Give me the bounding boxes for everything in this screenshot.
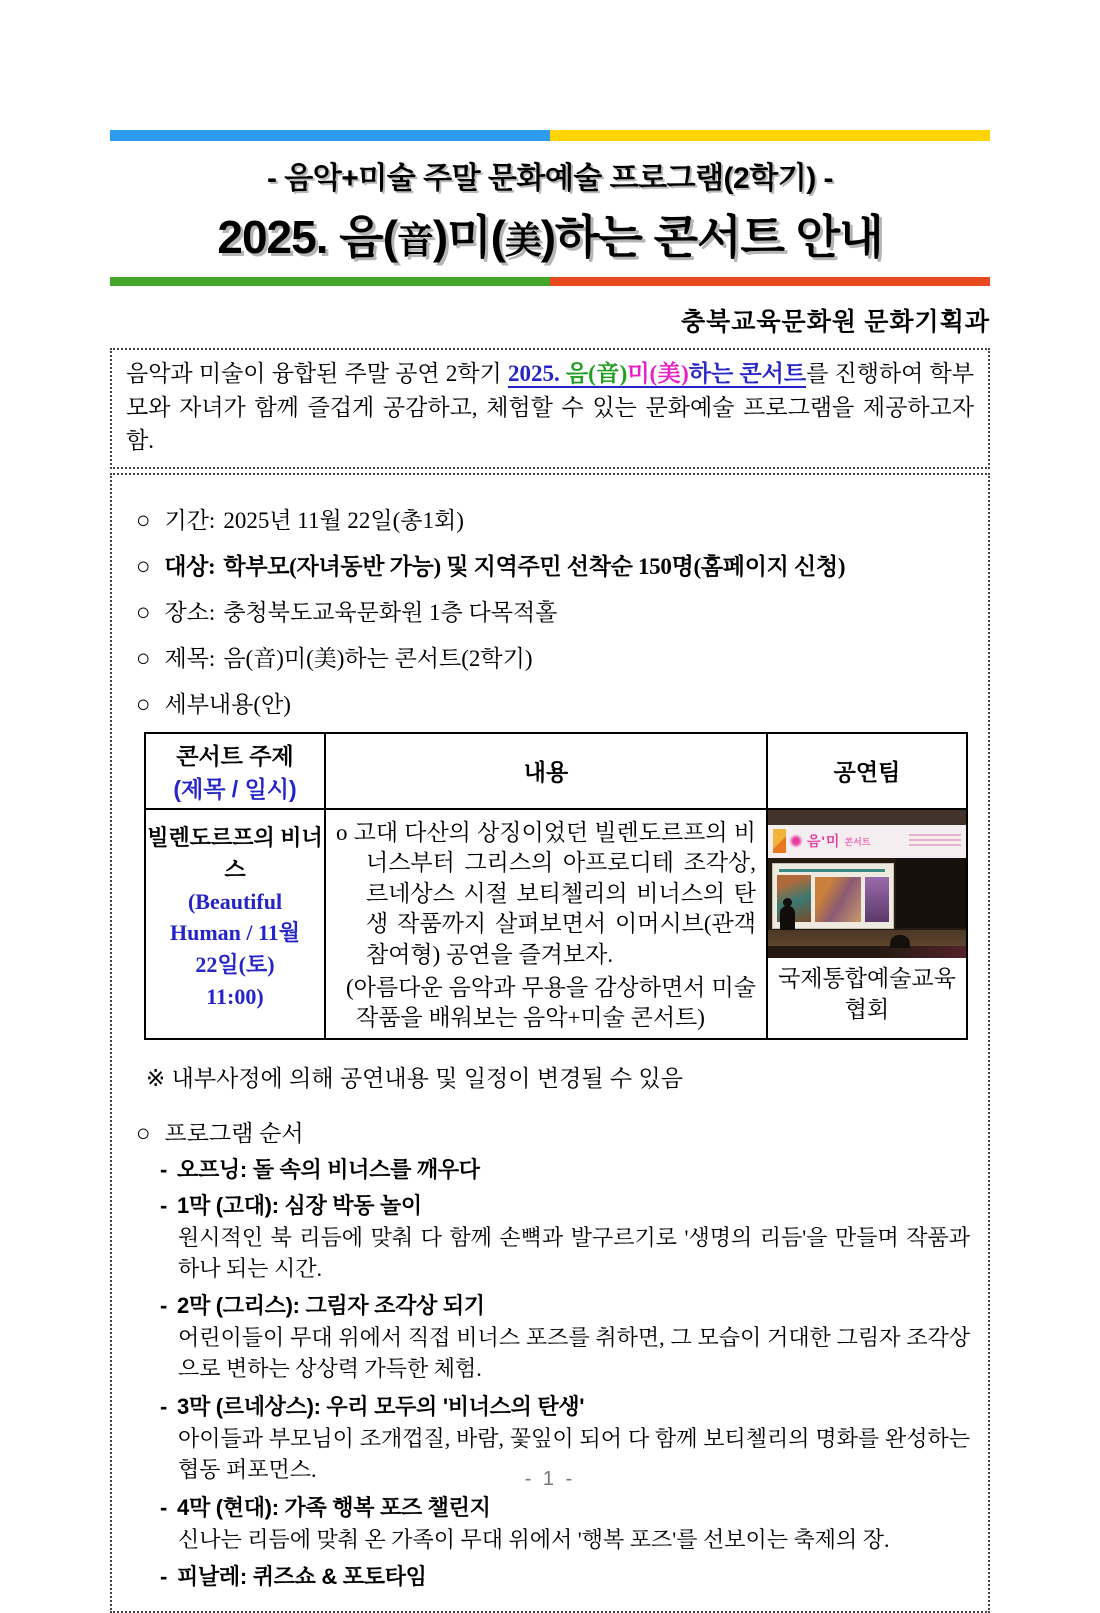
header-content: 내용 <box>325 733 767 809</box>
detail-item-target: ○ 대상: 학부모(자녀동반 가능) 및 지역주민 선착순 150명(홈페이지 신청) <box>136 553 846 580</box>
title-part: )미( <box>432 211 505 263</box>
change-notice: ※ 내부사정에 의해 공연내용 및 일정이 변경될 수 있음 <box>146 1064 683 1091</box>
circle-bullet: ○ <box>136 553 151 580</box>
concert-schedule: (Beautiful Human / 11월22일(토) 11:00) <box>169 888 301 1010</box>
program-item-act3: - 3막 (르네상스): 우리 모두의 '비너스의 탄생' <box>160 1393 585 1419</box>
program-desc-act1: 원시적인 북 리듬에 맞춰 다 함께 손뼉과 발구르기로 '생명의 리듬'을 만들며 작품과 하나 되는 시간. <box>178 1224 970 1281</box>
banner-flower-icon <box>789 834 803 848</box>
bottom-bar-green-segment <box>110 277 550 286</box>
photo-banner <box>768 825 966 858</box>
artwork-slide-3 <box>865 877 889 922</box>
program-item-act4: - 4막 (현대): 가족 행복 포즈 챌린지 <box>160 1494 491 1520</box>
concert-table <box>144 732 968 1040</box>
title-hanja-mi: 美 <box>504 220 541 261</box>
department-name: 충북교육문화원 문화기획과 <box>680 309 990 336</box>
program-desc-act4: 신나는 리듬에 맞춰 온 가족이 무대 위에서 '행복 포즈'를 선보이는 축제의 장. <box>178 1526 890 1552</box>
audience-silhouette <box>890 935 910 948</box>
screen-title-line <box>779 869 885 872</box>
detail-item-title: ○ 제목: 음(音)미(美)하는 콘서트(2학기) <box>136 645 533 672</box>
title-part: 2025. 음( <box>217 211 398 263</box>
header-bottom-bar <box>110 277 990 286</box>
program-item-finale: - 피날레: 퀴즈쇼 & 포토타임 <box>160 1564 427 1590</box>
cell-subject <box>145 809 325 1039</box>
circle-bullet: ○ <box>136 645 151 672</box>
circle-bullet: ○ <box>136 507 151 534</box>
cell-content <box>325 809 767 1039</box>
banner-fine-print <box>909 834 961 848</box>
top-bar-yellow-segment <box>550 130 990 141</box>
circle-bullet: ○ <box>136 599 151 626</box>
header-concert-subject: 콘서트 주제 (제목 / 일시) <box>145 733 325 809</box>
intro-pre-text: 음악과 미술이 융합된 주말 공연 2학기 <box>126 361 508 386</box>
stage-photo <box>768 810 966 958</box>
banner-title-text: 음'미 <box>807 833 841 850</box>
header-title-date: (제목 / 일시) <box>173 775 297 802</box>
circle-bullet: ○ <box>136 691 151 718</box>
stage-curtain <box>896 858 966 928</box>
audience-area <box>768 946 966 958</box>
banner-graphic <box>773 829 786 853</box>
content-note: (아름다운 음악과 무용을 감상하면서 미술 작품을 배워보는 음악+미술 콘서트) <box>346 974 756 1031</box>
program-desc-act3: 아이들과 부모님이 조개껍질, 바람, 꽃잎이 되어 다 함께 보티첼리의 명화를 완성하는 협동 퍼포먼스. <box>178 1425 970 1482</box>
concert-subject-name: 빌렌도르프의 비너스 <box>147 824 323 882</box>
photo-ceiling <box>768 810 966 825</box>
table-header-row <box>145 733 967 809</box>
intro-paragraph <box>126 357 974 458</box>
program-order-heading: ○ 프로그램 순서 <box>136 1120 304 1147</box>
title-part: )하는 콘서트 안내 <box>540 211 883 263</box>
intro-box <box>110 348 990 469</box>
bottom-bar-red-segment <box>550 277 990 286</box>
banner-sub-text: 콘서트 <box>844 836 871 847</box>
o-bullet: o <box>336 819 348 845</box>
detail-item-content: ○ 세부내용(안) <box>136 691 291 718</box>
details-box <box>110 473 990 1613</box>
program-subtitle: - 음악+미술 주말 문화예술 프로그램(2학기) - <box>266 162 834 195</box>
top-bar-blue-segment <box>110 130 550 141</box>
highlighted-program-title: 2025. 음(音)미(美)하는 콘서트 <box>507 361 807 386</box>
title-hanja-eum: 音 <box>397 220 433 261</box>
table-row <box>145 809 967 1039</box>
team-name: 국제통합예술교육 협회 <box>778 965 956 1022</box>
header-top-bar <box>110 130 990 141</box>
page-number: - 1 - <box>524 1468 576 1490</box>
circle-bullet: ○ <box>136 1120 151 1147</box>
program-item-act1: - 1막 (고대): 심장 박동 놀이 <box>160 1192 422 1218</box>
detail-item-place: ○ 장소: 충청북도교육문화원 1층 다목적홀 <box>136 599 558 626</box>
header-team: 공연팀 <box>767 733 967 809</box>
cell-team <box>767 809 967 1039</box>
program-desc-act2: 어린이들이 무대 위에서 직접 비너스 포즈를 취하면, 그 모습이 거대한 그림자 조각상으로 변하는 상상력 가득한 체험. <box>178 1325 970 1382</box>
artwork-slide-2 <box>815 877 861 922</box>
program-item-opening: - 오프닝: 돌 속의 비너스를 깨우다 <box>160 1156 480 1182</box>
page-title <box>110 201 990 267</box>
program-item-act2: - 2막 (그리스): 그림자 조각상 되기 <box>160 1293 485 1319</box>
intro-post-text: 를 진행하여 학부모와 자녀가 함께 즐겁게 공감하고, 체험할 수 있는 문화예술 프로그램을 제공하고자 함. <box>126 361 974 454</box>
detail-item-period: ○ 기간: 2025년 11월 22일(총1회) <box>136 507 464 534</box>
content-paragraph: o 고대 다산의 상징이었던 빌렌도르프의 비너스부터 그리스의 아프로디테 조각상, 르네상스 시절 보티첼리의 비너스의 탄생 작품까지 살펴보면서 이머시브(관객 참여형) 공연을 즐겨보자. <box>336 819 756 968</box>
